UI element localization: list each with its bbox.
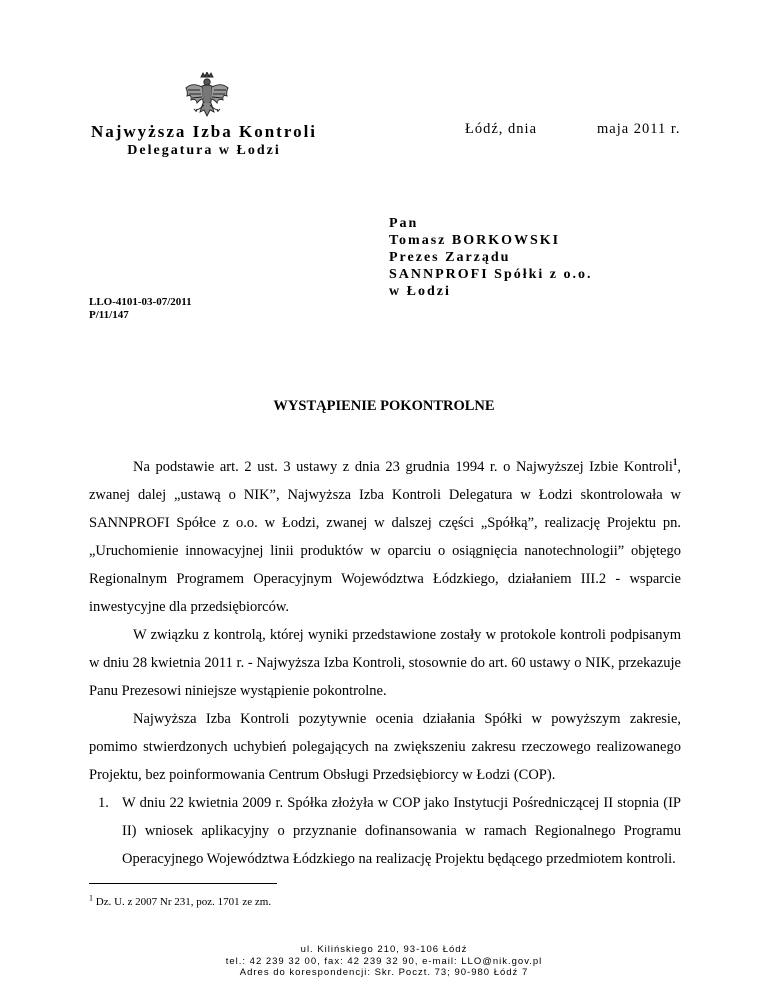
recipient-line: w Łodzi (389, 284, 451, 299)
letter-body (89, 453, 681, 873)
footnote-separator (89, 883, 277, 884)
paragraph: Najwyższa Izba Kontroli pozytywnie ocenia działania Spółki w powyższym zakresie, pomimo stwierdzonych uchybień polegających na zwiększeniu zakresu rzeczowego realizowanego Projektu, bez poinformowania Centrum Obsługi Przedsiębiorcy w Łodzi (COP). (89, 711, 681, 783)
polish-eagle-emblem-icon (184, 72, 230, 122)
paragraph (89, 453, 681, 621)
recipient-line: SANNPROFI Spółki z o.o. (389, 267, 593, 282)
paragraph-text: Na podstawie art. 2 ust. 3 ustawy z dnia 23 grudnia 1994 r. o Najwyższej Izbie Kontroli (133, 459, 673, 475)
footer-address (0, 944, 768, 979)
list-item-number: 1. (98, 795, 109, 811)
org-branch: Delegatura w Łodzi (127, 143, 281, 158)
reference-numbers (89, 296, 192, 322)
footnote-text: Dz. U. z 2007 Nr 231, poz. 1701 ze zm. (93, 896, 272, 908)
address-line: ul. Kilińskiego 210, 93-106 Łódź (300, 944, 468, 955)
recipient-line: Pan (389, 216, 419, 231)
contact-line: tel.: 42 239 32 00, fax: 42 239 32 90, e-mail: LLO@nik.gov.pl (225, 955, 543, 967)
document-title: WYSTĄPIENIE POKONTROLNE (273, 398, 495, 414)
reference-number: LLO-4101-03-07/2011 (89, 296, 192, 308)
list-item (89, 789, 681, 873)
correspondence-line: Adres do korespondencji: Skr. Poczt. 73; 90-980 Łódź 7 (239, 967, 529, 978)
date-month-year: maja 2011 r. (597, 121, 681, 137)
footnote-mark: 1 (89, 893, 93, 903)
list-item-text: W dniu 22 kwietnia 2009 r. Spółka złożyła w COP jako Instytucji Pośredniczącej II stopnia (IP II) wniosek aplikacyjny o przyznanie dofinansowania w ramach Regionalnego Programu Operacyjnego Województwa Łódzkiego na realizację Projektu będącego przedmiotem kontroli. (122, 795, 681, 867)
recipient-block (389, 215, 593, 300)
date-label: Łódź, dnia (465, 121, 538, 137)
footnote-reference[interactable]: 1 (672, 457, 678, 468)
reference-number: P/11/147 (89, 309, 129, 321)
recipient-line: Tomasz BORKOWSKI (389, 233, 561, 248)
recipient-line: Prezes Zarządu (389, 250, 511, 265)
footnote (89, 893, 272, 908)
paragraph: W związku z kontrolą, której wyniki przedstawione zostały w protokole kontroli podpisanym w dniu 28 kwietnia 2011 r. - Najwyższa Izba Kontroli, stosownie do art. 60 ustawy o NIK, przekazuje Panu Prezesowi niniejsze wystąpienie pokontrolne. (89, 627, 681, 699)
paragraph-text: , zwanej dalej „ustawą o NIK”, Najwyższa Izba Kontroli Delegatura w Łodzi skontrolowała w SANNPROFI Spółce z o.o. w Łodzi, zwanej w dalszej części „Spółką”, realizację Projektu pn. „Uruchomienie innowacyjnej linii produktów w oparciu o osiągnięcia nanotechnologii” objętego Regionalnym Programem Operacyjnym Województwa Łódzkiego, działaniem III.2 - wsparcie inwestycyjne dla przedsiębiorców. (89, 459, 681, 615)
org-name: Najwyższa Izba Kontroli (90, 122, 318, 141)
